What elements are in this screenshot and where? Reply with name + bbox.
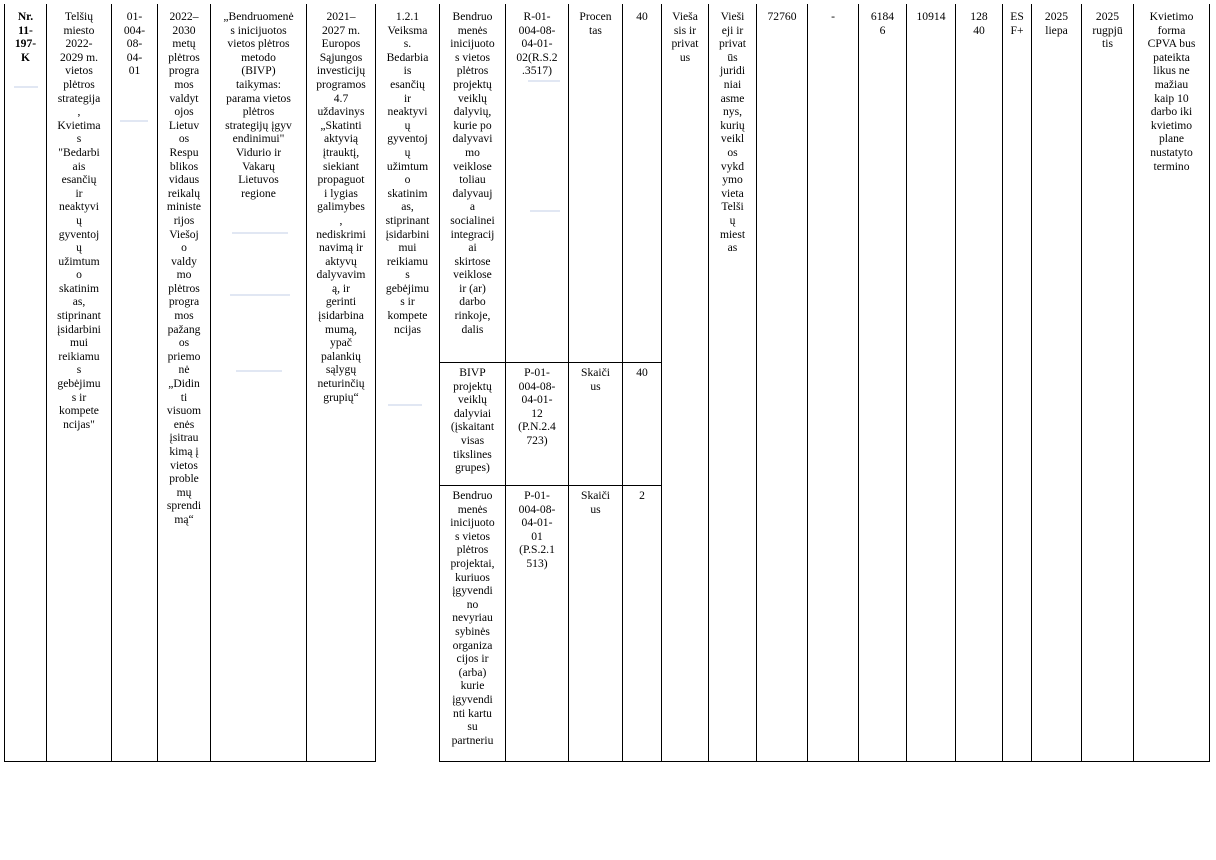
table-bottom-border	[4, 761, 376, 762]
call-end: 2025 rugpjū tis	[1092, 10, 1123, 51]
indicator-unit: Skaiči us	[581, 366, 610, 393]
column-border	[661, 4, 662, 762]
column-border	[756, 4, 757, 762]
bleed-through-mark	[120, 120, 148, 122]
column-border	[375, 4, 376, 762]
amount-dash: -	[831, 10, 835, 23]
column-border	[955, 4, 956, 762]
indicator-unit: Skaiči us	[581, 489, 610, 516]
indicator-value: 40	[636, 10, 648, 23]
column-border	[807, 4, 808, 762]
column-border	[1002, 4, 1003, 762]
column-border	[306, 4, 307, 762]
indicator-row-divider	[439, 362, 661, 363]
bleed-through-mark	[388, 404, 422, 406]
bleed-through-mark	[530, 210, 560, 212]
eu-program-objective: 2021– 2027 m. Europos Sąjungos investicijų programos 4.7 uždavinys „Skatinti aktyvią įtrauktį, siekiant propaguot i lygias galimybes , nediskrimi navimą ir aktyvų dalyvavim ą, ir gerinti įsidarbina mumą, ypač palankių sąlygų neturinčių grupių“	[316, 10, 366, 404]
amount-4: 128 40	[970, 10, 988, 37]
column-border	[505, 4, 506, 762]
column-border	[568, 4, 569, 762]
table-bottom-border	[439, 761, 1210, 762]
indicator-code: P-01- 004-08- 04-01- 12 (P.N.2.4 723)	[518, 366, 556, 447]
column-border	[111, 4, 112, 762]
indicator-unit: Procen tas	[579, 10, 612, 37]
column-border	[858, 4, 859, 762]
development-program: 2022– 2030 metų plėtros progra mos valdyt ojos Lietuv os Respu blikos vidaus reikalų ministe rijos Viešoj o valdy mo plėtros progra mos pažang os priemo nė „Didin ti visuom enės įsitrau kimą į vietos proble mų sprendi mą“	[166, 10, 202, 526]
amount-3: 10914	[916, 10, 946, 23]
column-border	[439, 4, 440, 762]
bleed-through-mark	[528, 80, 560, 82]
row-number: Nr. 11- 197- K	[14, 10, 37, 64]
applicant-type: Vieša sis ir privat us	[671, 10, 699, 64]
remarks: Kvietimo forma CPVA bus pateikta likus ne mažiau kaip 10 darbo iki kvietimo plane nustatyto termino	[1147, 10, 1196, 173]
eligible-applicants: Vieši eji ir privat ūs juridi niai asme nys, kurių veikl os vykd ymo vieta Telši ų miest as	[718, 10, 747, 255]
column-border	[210, 4, 211, 762]
bleed-through-mark	[230, 294, 290, 296]
column-border	[1081, 4, 1082, 762]
indicator-row-divider	[439, 485, 661, 486]
column-border	[708, 4, 709, 762]
bleed-through-mark	[14, 86, 38, 88]
indicator-value: 2	[639, 489, 645, 502]
indicator-value: 40	[636, 366, 648, 379]
call-title: Telšių miesto 2022- 2029 m. vietos plėtros strategija , Kvietima s "Bedarbi ais esančių ir neaktyvi ų gyventoj ų užimtum o skatinim as, stiprinant įsidarbini mui reikiamu s gebėjimu s ir kompete ncijas"	[57, 10, 101, 431]
amount-2: 6184 6	[870, 10, 895, 37]
call-start: 2025 liepa	[1044, 10, 1069, 37]
indicator-code: R-01- 004-08- 04-01- 02(R.S.2 .3517)	[516, 10, 558, 78]
indicator-code: P-01- 004-08- 04-01- 01 (P.S.2.1 513)	[518, 489, 556, 570]
measure-description: „Bendruomenė s inicijuotos vietos plėtros metodo (BIVP) taikymas: parama vietos plėtros strategijų įgyv endinimui" Vidurio ir Vakarų Lietuvos regione	[223, 10, 294, 200]
total-amount: 72760	[767, 10, 797, 23]
column-border	[622, 4, 623, 762]
column-border	[157, 4, 158, 762]
fund: ES F+	[1010, 10, 1024, 37]
strategy-activity: 1.2.1 Veiksma s. Bedarbia is esančių ir neaktyvi ų gyventoj ų užimtum o skatinim as, stiprinant įsidarbini mui reikiamu s gebėjimu s ir kompete ncijas	[385, 10, 430, 336]
indicator-name: Bendruo menės inicijuoto s vietos plėtros projektai, kuriuos įgyvendi no nevyriau sybinės organiza cijos ir (arba) kurie įgyvendi nti kartu su partneriu	[450, 489, 495, 747]
indicator-name: Bendruo menės inicijuoto s vietos plėtros projektų veiklų dalyvių, kurie po dalyvavi mo veiklose toliau dalyvauj a socialinei integracij ai skirtose veiklose ir (ar) darbo rinkoje, dalis	[450, 10, 495, 336]
column-border	[1209, 4, 1210, 762]
column-border	[1031, 4, 1032, 762]
column-border	[1133, 4, 1134, 762]
measure-code: 01- 004- 08- 04- 01	[123, 10, 146, 78]
column-border	[46, 4, 47, 762]
indicator-name: BIVP projektų veiklų dalyviai (įskaitant visas tikslines grupes)	[450, 366, 495, 475]
bleed-through-mark	[232, 232, 288, 234]
bleed-through-mark	[236, 370, 282, 372]
column-border	[4, 4, 5, 762]
column-border	[906, 4, 907, 762]
